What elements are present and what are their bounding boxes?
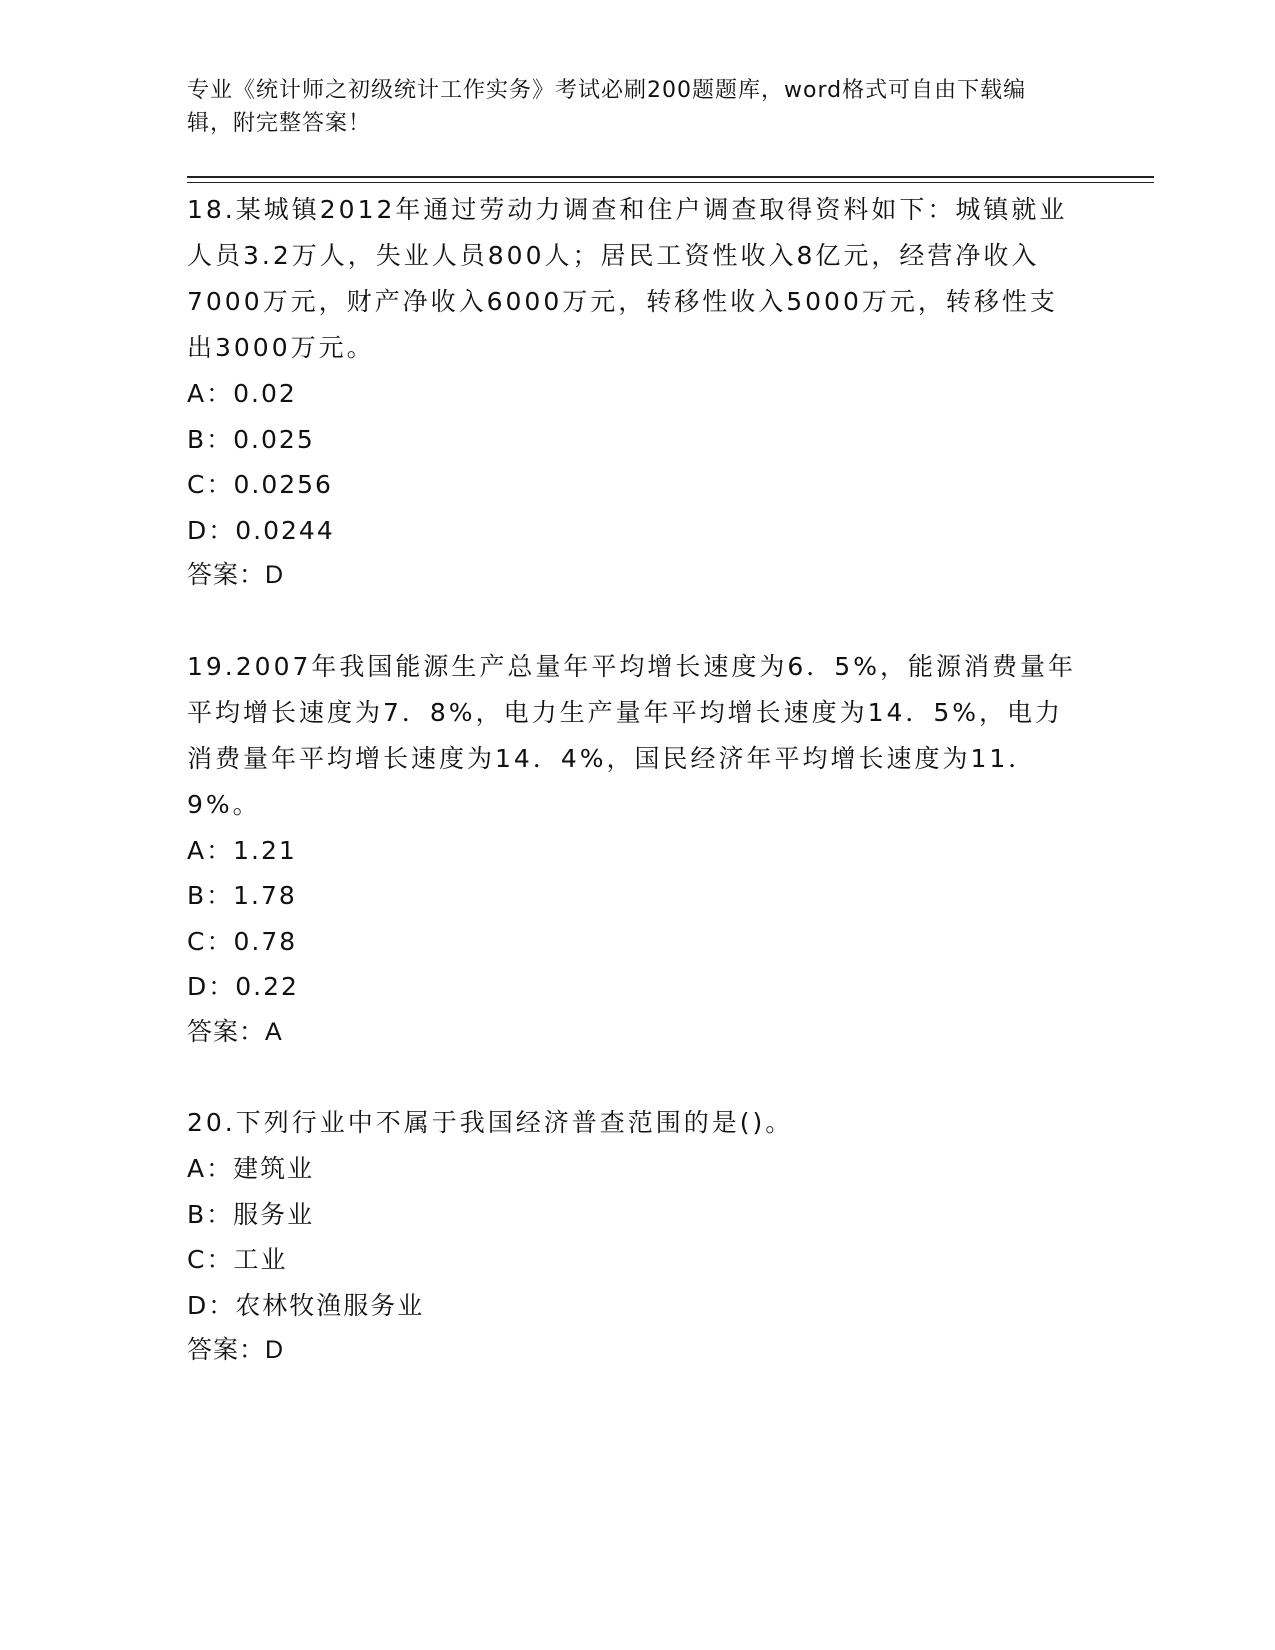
- question-18: [187, 187, 1087, 599]
- option-value: 0.025: [233, 424, 315, 454]
- option-label: A：: [187, 379, 234, 408]
- header-divider-thick: [187, 176, 1154, 178]
- option-label: A：: [187, 1154, 234, 1183]
- question-text: 19.2007年我国能源生产总量年平均增长速度为6．5%，能源消费量年平均增长速度为7．8%，电力生产量年平均增长速度为14．5%，电力消费量年平均增长速度为14．4%，国民经济年平均增长速度为11．9%。: [187, 651, 1076, 819]
- option-label: D：: [187, 515, 236, 545]
- option-value: 农林牧渔服务业: [235, 1290, 425, 1320]
- option-label: C：: [187, 1245, 234, 1274]
- option-c: [187, 462, 1087, 508]
- option-label: A：: [187, 835, 234, 865]
- option-value: 建筑业: [233, 1154, 315, 1183]
- option-value: 0.22: [235, 972, 299, 1001]
- question-list: [187, 187, 1087, 1419]
- option-label: D：: [187, 972, 236, 1001]
- option-b: [187, 1192, 1087, 1238]
- option-a: [187, 371, 1087, 417]
- option-value: 0.0244: [235, 515, 335, 545]
- option-d: [187, 1283, 1087, 1329]
- option-d: [187, 508, 1087, 554]
- question-text: 20.下列行业中不属于我国经济普查范围的是()。: [187, 1108, 794, 1137]
- option-d: [187, 964, 1087, 1010]
- answer-line: 答案：D: [187, 561, 285, 589]
- option-b: [187, 873, 1087, 919]
- question-text: 18.某城镇2012年通过劳动力调查和住户调查取得资料如下：城镇就业人员3.2万人，失业人员800人；居民工资性收入8亿元，经营净收入7000万元，财产净收入6000万元，转移性收入5000万元，转移性支出3000万元。: [187, 195, 1068, 362]
- option-value: 1.21: [233, 835, 297, 865]
- question-19: [187, 644, 1087, 1056]
- option-label: C：: [187, 926, 234, 956]
- option-value: 1.78: [233, 881, 297, 910]
- option-label: B：: [187, 881, 234, 910]
- option-a: [187, 1146, 1087, 1192]
- option-label: B：: [187, 424, 234, 454]
- answer-line: 答案：A: [187, 1017, 283, 1046]
- option-value: 0.0256: [233, 470, 333, 499]
- option-a: [187, 828, 1087, 874]
- option-value: 工业: [233, 1245, 288, 1274]
- option-label: D：: [187, 1290, 236, 1320]
- option-value: 0.78: [233, 926, 298, 956]
- option-label: C：: [187, 470, 234, 499]
- option-c: [187, 1237, 1087, 1283]
- option-c: [187, 919, 1087, 965]
- option-label: B：: [187, 1199, 234, 1229]
- question-20: [187, 1100, 1087, 1374]
- header-divider-thin: [187, 182, 1154, 183]
- answer-line: 答案：D: [187, 1336, 285, 1364]
- option-b: [187, 417, 1087, 463]
- option-value: 0.02: [233, 379, 297, 408]
- document-header: 专业《统计师之初级统计工作实务》考试必刷200题题库，word格式可自由下载编辑，附完整答案！: [187, 78, 1027, 136]
- option-value: 服务业: [233, 1199, 315, 1229]
